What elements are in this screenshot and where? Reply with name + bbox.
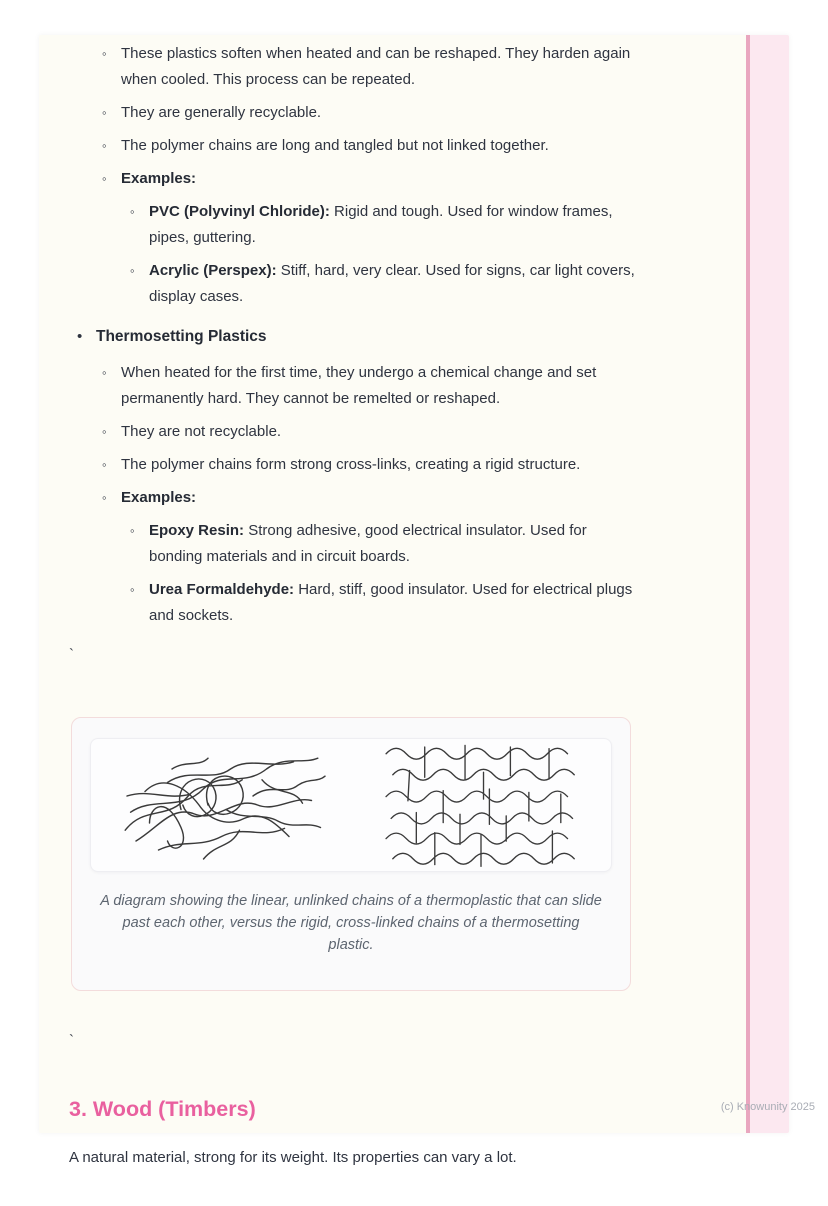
wood-section-heading: 3. Wood (Timbers): [69, 1097, 256, 1121]
stray-backtick: `: [69, 1032, 74, 1049]
list-item: [102, 360, 729, 412]
example-term: Acrylic (Perspex):: [149, 262, 277, 279]
bullet-marker: ◦: [130, 582, 135, 597]
example-desc: Stiff, hard, very clear. Used for signs, car light covers, display cases.: [149, 262, 635, 305]
bullet-marker: ◦: [102, 46, 107, 61]
examples-label: Examples:: [121, 489, 197, 506]
page-content: [39, 35, 789, 1169]
polymer-diagram-panel: [90, 738, 612, 872]
bullet-marker: ◦: [130, 263, 135, 278]
example-term: Urea Formaldehyde:: [149, 581, 295, 598]
example-item: [130, 258, 729, 310]
example-term: PVC (Polyvinyl Chloride):: [149, 203, 330, 220]
section-list-item: [77, 324, 729, 350]
wood-section-body: A natural material, strong for its weight. Its properties can vary a lot.: [69, 1149, 517, 1166]
bullet-marker: ◦: [130, 204, 135, 219]
example-text: [149, 518, 644, 570]
bullet-marker: ◦: [102, 490, 107, 505]
bullet-marker: ◦: [102, 457, 107, 472]
thermosetting-heading: Thermosetting Plastics: [96, 328, 267, 345]
list-item: [102, 452, 729, 478]
list-item-text: When heated for the first time, they undergo a chemical change and set permanently hard. They cannot be remelted or reshaped.: [121, 364, 597, 407]
bullet-marker: ◦: [130, 523, 135, 538]
bullet-marker: •: [77, 328, 83, 345]
example-item: [130, 199, 729, 251]
document-page: [39, 35, 815, 1166]
list-item: [102, 41, 729, 93]
example-desc: Hard, stiff, good insulator. Used for electrical plugs and sockets.: [149, 581, 633, 624]
examples-label: Examples:: [121, 170, 197, 187]
list-item: [102, 419, 729, 445]
list-item: [102, 100, 729, 126]
list-item-text: These plastics soften when heated and can be reshaped. They harden again when cooled. This process can be repeated.: [121, 45, 631, 88]
bullet-marker: ◦: [102, 171, 107, 186]
bullet-marker: ◦: [102, 138, 107, 153]
figure-caption: A diagram showing the linear, unlinked chains of a thermoplastic that can slide past each other, versus the rigid, cross-linked chains of a thermosetting plastic.: [100, 893, 602, 953]
bullet-marker: ◦: [102, 105, 107, 120]
figure-card: [71, 717, 631, 991]
example-term: Epoxy Resin:: [149, 522, 245, 539]
bullet-marker: ◦: [102, 365, 107, 380]
list-item: [102, 133, 729, 159]
list-item-text: They are not recyclable.: [121, 423, 282, 440]
example-item: [130, 577, 729, 629]
example-text: [149, 258, 644, 310]
stray-backtick: `: [69, 646, 74, 663]
thermoplastic-tangled-chains-diagram: [101, 742, 351, 868]
list-item-text: They are generally recyclable.: [121, 104, 322, 121]
examples-label-item: [102, 166, 729, 192]
bullet-marker: ◦: [102, 424, 107, 439]
example-item: [130, 518, 729, 570]
example-text: [149, 199, 644, 251]
example-desc: Rigid and tough. Used for window frames, pipes, guttering.: [149, 203, 613, 246]
watermark: (c) Knowunity 2025: [720, 1101, 815, 1113]
list-item-text: The polymer chains form strong cross-links, creating a rigid structure.: [121, 456, 581, 473]
example-text: [149, 577, 644, 629]
thermosetting-crosslinked-chains-diagram: [361, 742, 601, 868]
examples-label-item: [102, 485, 729, 511]
example-desc: Strong adhesive, good electrical insulator. Used for bonding materials and in circuit boards.: [149, 522, 587, 565]
list-item-text: The polymer chains are long and tangled but not linked together.: [121, 137, 549, 154]
